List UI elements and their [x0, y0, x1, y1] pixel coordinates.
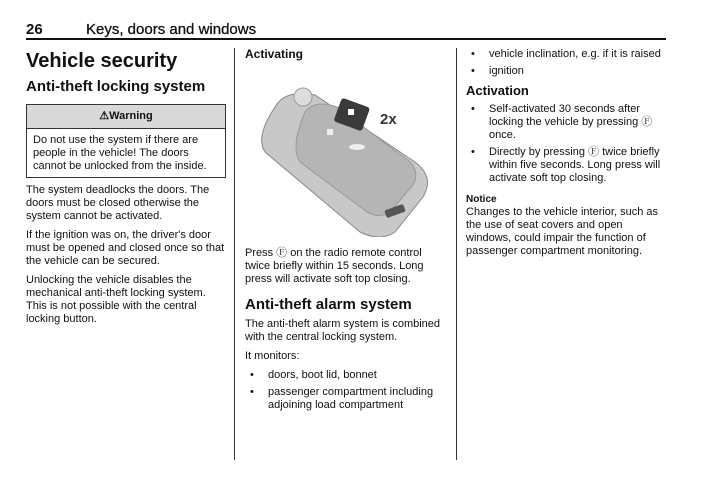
section-title: Keys, doors and windows — [86, 21, 257, 38]
notice-text: Changes to the vehicle interior, such as the use of seat covers and open windows, could impair the function of passenger compartment monitoring. — [466, 206, 659, 257]
section-heading: Anti-theft locking system — [26, 78, 206, 95]
paragraph: It monitors: — [245, 350, 300, 362]
warning-header — [27, 105, 225, 129]
column-divider — [456, 48, 457, 460]
monitors-list — [245, 369, 445, 412]
list-item: • doors, boot lid, bonnet — [245, 369, 445, 382]
column-divider — [234, 48, 235, 460]
warning-box — [26, 104, 226, 178]
section-heading: Anti-theft alarm system — [245, 296, 412, 313]
notice-title: Notice — [466, 194, 497, 205]
warning-icon: ⚠ — [99, 110, 110, 122]
figure-label: 2x — [380, 111, 397, 128]
list-item: • Directly by pressing Ⓕ twice briefly within five seconds. Long press will activate soft top closing. — [466, 146, 666, 185]
warning-text: Do not use the system if there are people in the vehicle! The doors cannot be unlocked from the inside. — [33, 134, 207, 172]
key-fob-illustration — [245, 67, 445, 237]
column-3 — [466, 48, 666, 264]
warning-title: Warning — [109, 110, 153, 122]
page-header — [26, 20, 666, 40]
activation-list — [466, 103, 666, 185]
page-title: Vehicle security — [26, 50, 178, 72]
list-item: • Self-activated 30 seconds after locking the vehicle by pressing Ⓕ once. — [466, 103, 666, 142]
list-item: • passenger compartment including adjoining load compartment — [245, 386, 445, 412]
subheading-activation: Activation — [466, 83, 529, 98]
paragraph: If the ignition was on, the driver's door must be opened and closed once so that the vehicle can be secured. — [26, 229, 225, 267]
column-2 — [245, 48, 445, 418]
monitors-list-continued — [466, 48, 666, 78]
paragraph: The anti-theft alarm system is combined with the central locking system. — [245, 318, 441, 343]
key-fob-icon — [245, 67, 445, 237]
column-1 — [26, 48, 226, 332]
list-item: • ignition — [466, 65, 666, 78]
paragraph: Unlocking the vehicle disables the mechanical anti-theft locking system. This is not possible with the central locking button. — [26, 274, 206, 325]
subheading-activating: Activating — [245, 47, 304, 61]
list-item: • vehicle inclination, e.g. if it is raised — [466, 48, 666, 61]
page-number: 26 — [26, 21, 43, 38]
paragraph: Press Ⓕ on the radio remote control twice briefly within 15 seconds. Long press will activate soft top closing. — [245, 247, 424, 285]
paragraph: The system deadlocks the doors. The doors must be closed otherwise the system cannot be activated. — [26, 184, 210, 222]
